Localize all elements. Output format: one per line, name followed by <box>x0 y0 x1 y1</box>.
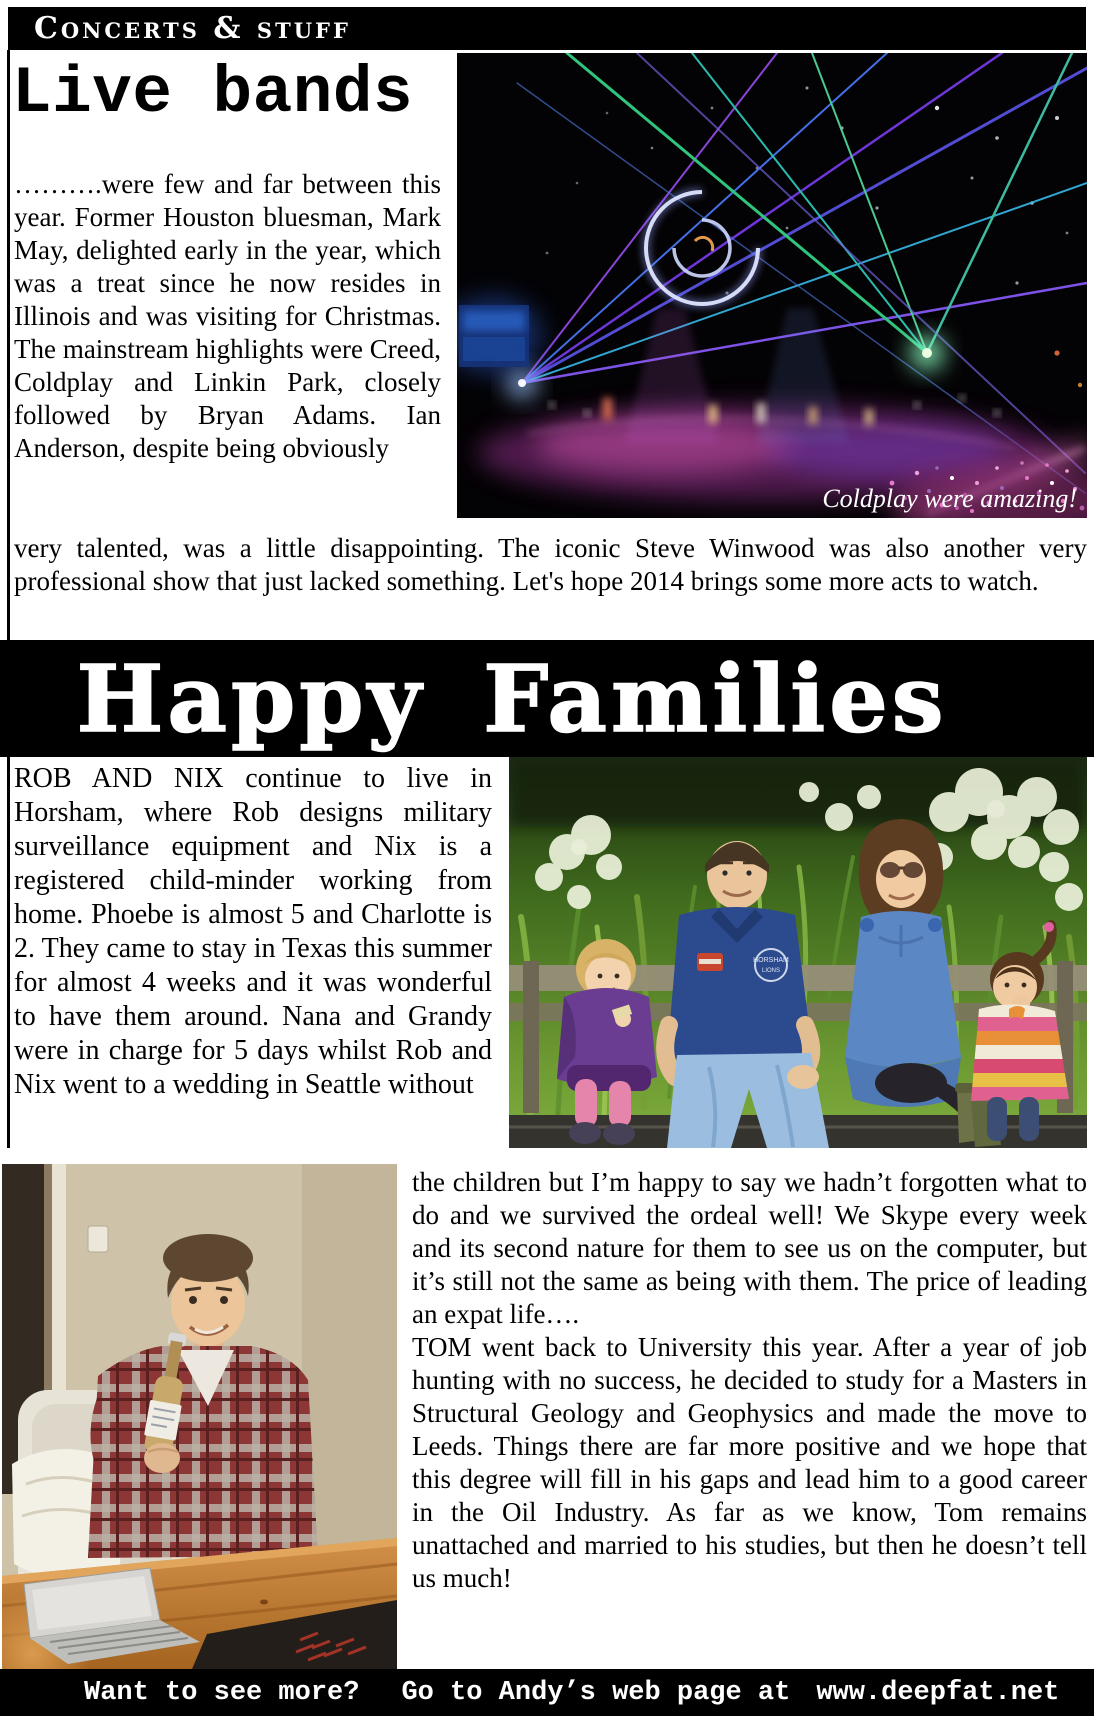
families-right-column <box>412 1166 1087 1595</box>
beam-origin-right <box>922 348 932 358</box>
concert-photo-caption: Coldplay were amazing! <box>822 484 1077 513</box>
families-banner <box>0 640 1094 757</box>
bottom-banner <box>0 1669 1094 1716</box>
family-photo-art <box>509 757 1087 1148</box>
shirt-badge-text-1: HORSHAM <box>753 957 789 964</box>
family-photo <box>509 757 1087 1148</box>
tom-photo <box>2 1164 397 1669</box>
left-margin-rule <box>7 50 10 1148</box>
live-bands-headline: Live bands <box>12 56 414 131</box>
families-banner-label: Happy Families <box>76 644 948 753</box>
light-switch <box>88 1226 108 1252</box>
bottom-banner-lead: Go to Andy’s web page at <box>401 1677 791 1708</box>
tom-photo-art <box>2 1164 397 1669</box>
top-banner <box>8 7 1086 50</box>
families-right-paragraph-1: the children but I’m happy to say we hadn’t forgotten what to do and we survived the ordeal well! We Skype every week and its second nature for them to see us on the computer, but it’s still not the same as being with them. The price of leading an expat life…. <box>412 1167 1087 1329</box>
concerts-fullwidth-text: very talented, was a little disappointing. The iconic Steve Winwood was also another very professional show that just lacked something. Let's hope 2014 brings some more acts to watch. <box>14 533 1087 596</box>
concert-photo-art <box>457 53 1087 518</box>
bottom-banner-url[interactable]: www.deepfat.net <box>816 1677 1060 1708</box>
concerts-column-text: ……….were few and far between this year. Former Houston bluesman, Mark May, delighted early in the year, which was a treat since he now resides in Illinois and was visiting for Christmas. The mainstream highlights were Creed, Coldplay and Linkin Park, closely followed by Bryan Adams. Ian Anderson, despite being obviously <box>14 169 441 463</box>
shirt-badge-text-2: LIONS <box>761 968 781 974</box>
bottom-banner-question: Want to see more? <box>84 1677 360 1708</box>
families-left-column-text: ROB AND NIX continue to live in Horsham, where Rob designs military surveillance equipment and Nix is a registered child-minder working from home. Phoebe is almost 5 and Charlotte is 2. They came to stay in Texas this summer for almost 4 weeks and it was wonderful to have them around. Nana and Grandy were in charge for 5 days whilst Rob and Nix went to a wedding in Seattle without <box>14 763 492 1100</box>
top-banner-label: Concerts & stuff <box>34 10 351 46</box>
concert-photo <box>457 53 1087 518</box>
families-right-paragraph-2: TOM went back to University this year. After a year of job hunting with no success, he decided to study for a Masters in Structural Geology and Geophysics and made the move to Leeds. Things there are far more positive and we hope that this degree will fill in his gaps and lead him to a good career in the Oil Industry. As far as we know, Tom remains unattached and married to his studies, but then he doesn’t tell us much! <box>412 1332 1087 1593</box>
beam-origin-left <box>518 379 526 387</box>
